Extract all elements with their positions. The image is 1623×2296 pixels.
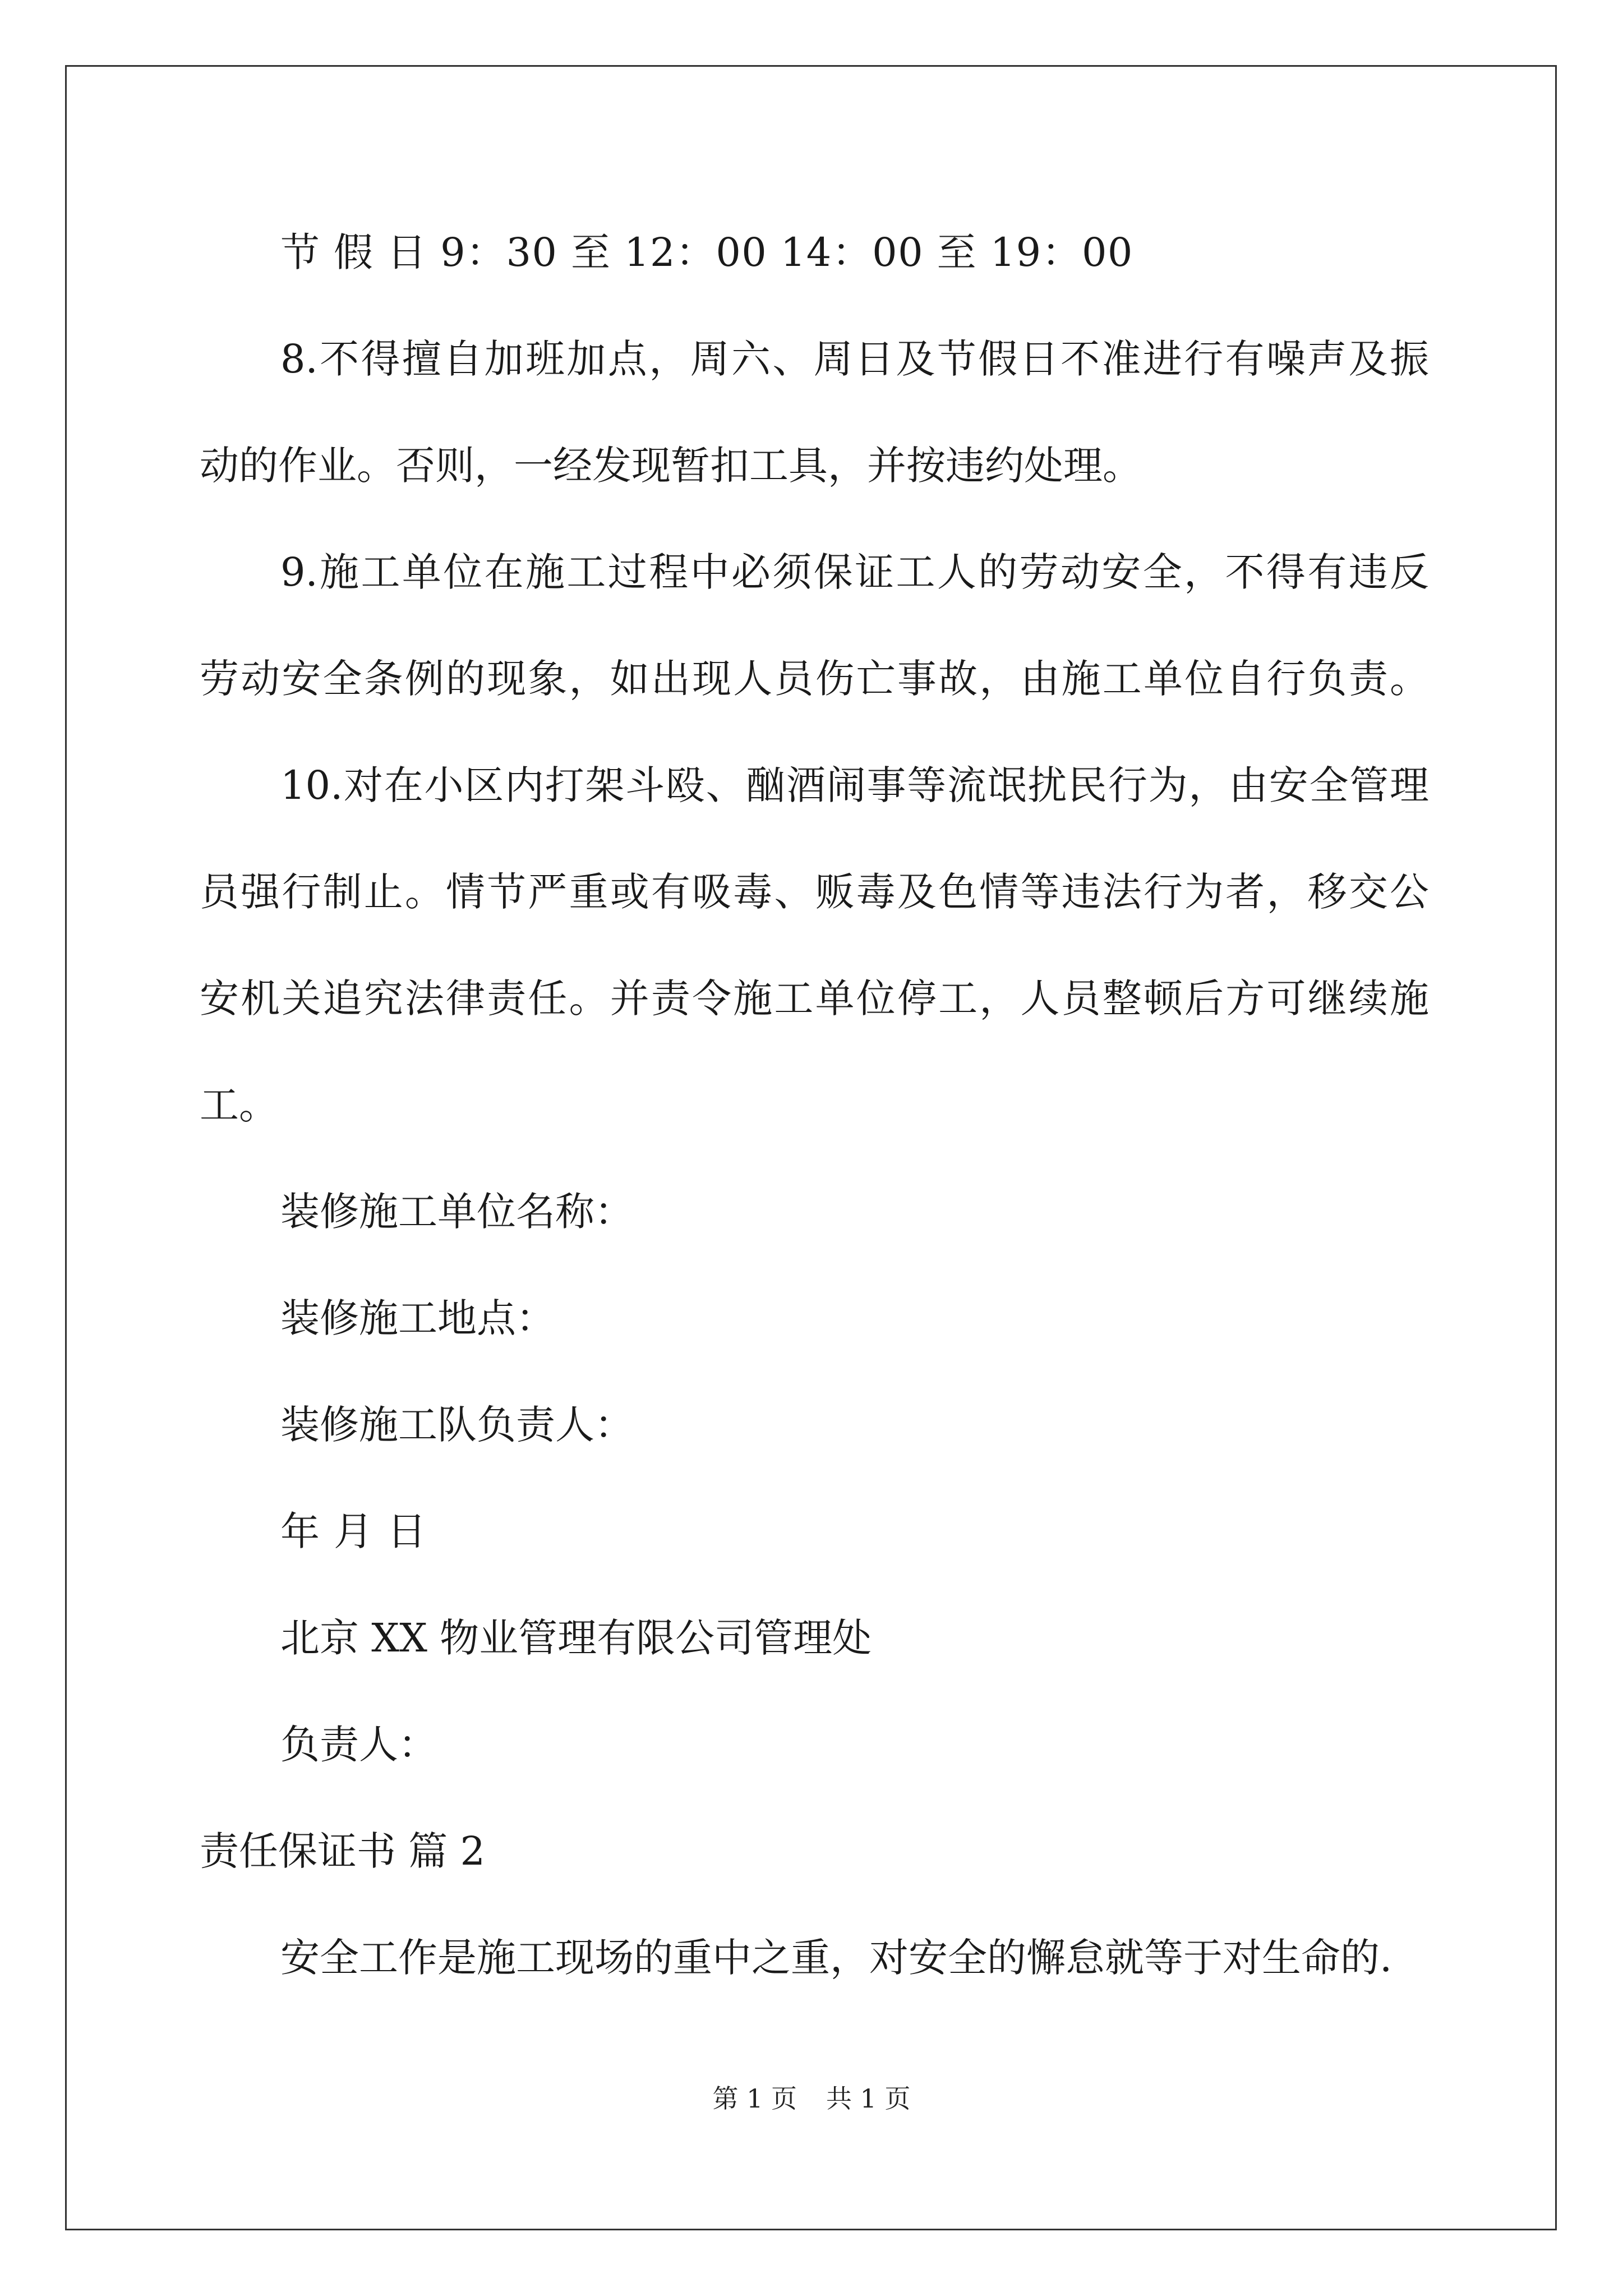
page-footer [0, 2083, 1623, 2114]
section-heading: 责任保证书 篇 2 [200, 1828, 486, 1874]
clause-10-line-4: 工。 [200, 1082, 278, 1128]
clause-8-line-1: 8.不得擅自加班加点，周六、周日及节假日不准进行有噪声及振 [280, 336, 1429, 382]
page-border [65, 65, 1557, 2230]
construction-site-label: 装修施工地点： [280, 1295, 555, 1341]
clause-9-line-2: 劳动安全条例的现象，如出现人员伤亡事故，由施工单位自行负责。 [200, 656, 1429, 702]
page-number: 第 1 页 [712, 2083, 797, 2114]
responsible-person-label: 负责人： [280, 1722, 437, 1768]
section-2-first-line: 安全工作是施工现场的重中之重，对安全的懈怠就等于对生命的. [280, 1935, 1393, 1981]
clause-10-line-3: 安机关追究法律责任。并责令施工单位停工，人员整顿后方可继续施 [200, 976, 1429, 1022]
holiday-hours-line: 节 假 日 9：30 至 12：00 14：00 至 19：00 [280, 229, 1133, 275]
clause-10-line-2: 员强行制止。情节严重或有吸毒、贩毒及色情等违法行为者，移交公 [200, 869, 1429, 915]
date-line: 年 月 日 [280, 1508, 427, 1554]
company-name: 北京 XX 物业管理有限公司管理处 [280, 1615, 872, 1661]
clause-9-line-1: 9.施工单位在施工过程中必须保证工人的劳动安全，不得有违反 [280, 549, 1429, 595]
page-total: 共 1 页 [826, 2083, 911, 2114]
clause-8-line-2: 动的作业。否则，一经发现暂扣工具，并按违约处理。 [200, 443, 1142, 489]
clause-10-line-1: 10.对在小区内打架斗殴、酗酒闹事等流氓扰民行为，由安全管理 [280, 762, 1429, 808]
contractor-name-label: 装修施工单位名称： [280, 1189, 634, 1235]
team-leader-label: 装修施工队负责人： [280, 1402, 634, 1448]
